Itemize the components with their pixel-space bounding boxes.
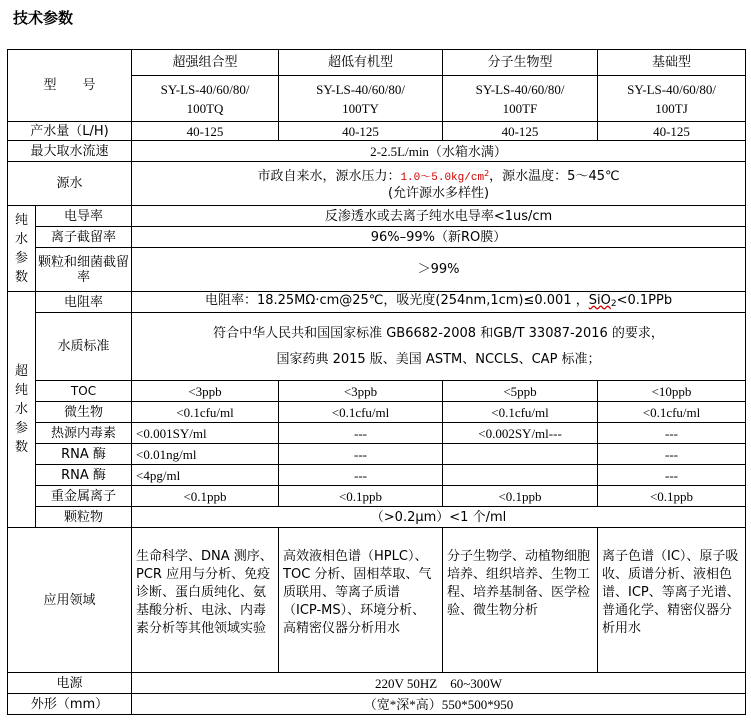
resistivity-label: 电阻率 [36,292,132,313]
pure-group-label: 纯水参数 [8,206,36,292]
application-text: 分子生物学、动植物细胞培养、组织培养、生物工程、培养基制备、医学检验、微生物分析 [443,528,598,673]
ultra-group-label: 超纯水参数 [8,292,36,528]
rna-value [443,465,598,486]
col-code-ty: SY-LS-40/60/80/ 100TY [279,76,443,122]
col-code-tq: SY-LS-40/60/80/ 100TQ [132,76,279,122]
table-row [8,248,746,292]
table-row [8,292,746,313]
output-value: 40-125 [279,122,443,141]
metal-value: <0.1ppb [598,486,746,507]
metal-label: 重金属离子 [36,486,132,507]
table-row [8,381,746,402]
output-value: 40-125 [443,122,598,141]
power-label: 电源 [8,673,132,694]
table-row [8,528,746,673]
microbe-value: <0.1cfu/ml [443,402,598,423]
microbe-label: 微生物 [36,402,132,423]
table-row [8,50,746,76]
rna-value: <4pg/ml [132,465,279,486]
quality-label: 水质标准 [36,313,132,381]
output-value: 40-125 [132,122,279,141]
pyrogen-label: 热源内毒素 [36,423,132,444]
table-row [8,122,746,141]
pyrogen-value: --- [598,423,746,444]
col-name-tf: 分子生物型 [443,50,598,76]
metal-value: <0.1ppb [132,486,279,507]
table-row [8,444,746,465]
page-title: 技术参数 [13,9,74,27]
metal-value: <0.1ppb [279,486,443,507]
rna-value [443,444,598,465]
spec-table [7,49,746,715]
model-label: 型 号 [8,50,132,122]
application-text: 离子色谱（IC）、原子吸收、质谱分析、液相色谱、ICP、等离子光谱、普通化学、精密仪器分析用水 [598,528,746,673]
col-code-tj: SY-LS-40/60/80/ 100TJ [598,76,746,122]
table-row [8,486,746,507]
rna-value: --- [279,465,443,486]
col-name-ty: 超低有机型 [279,50,443,76]
particle-value: ＞99% [132,248,746,292]
output-label: 产水量（L/H) [8,122,132,141]
conductivity-label: 电导率 [36,206,132,227]
pyrogen-value: --- [279,423,443,444]
pyrogen-value: <0.001SY/ml [132,423,279,444]
power-value: 220V 50HZ 60~300W [132,673,746,694]
table-row [8,423,746,444]
application-text: 生命科学、DNA 测序、PCR 应用与分析、免疫诊断、蛋白质纯化、氨基酸分析、电泳、内毒素分析等其他领域实验 [132,528,279,673]
source-label: 源水 [8,162,132,206]
dimensions-value: （宽*深*高）550*500*950 [132,694,746,715]
quality-value: 符合中华人民共和国国家标准 GB6682-2008 和GB/T 33087-2016 的要求， 国家药典 2015 版、美国 ASTM、NCCLS、CAP 标准； [132,313,746,381]
microbe-value: <0.1cfu/ml [598,402,746,423]
particle-label: 颗粒和细菌截留率 [36,248,132,292]
resistivity-value: 电阻率：18.25MΩ·cm@25℃，吸光度(254nm,1cm)≤0.001 ，SiO$_2$<0.1PPb [132,292,746,313]
table-row [8,313,746,381]
table-row [8,162,746,206]
rna-value: --- [598,465,746,486]
particles-value: （>0.2μm）<1 个/ml [132,507,746,528]
table-row [8,141,746,162]
rna-label: RNA 酶 [36,444,132,465]
table-row [8,694,746,715]
table-row [8,206,746,227]
toc-value: <3ppb [279,381,443,402]
table-row [8,402,746,423]
toc-value: <10ppb [598,381,746,402]
application-text: 高效液相色谱（HPLC）、TOC 分析、固相萃取、气质联用、等离子质谱（ICP-MS）、环境分析、高精密仪器分析用水 [279,528,443,673]
table-row [8,227,746,248]
max-flow-value: 2-2.5L/min（水箱水满） [132,141,746,162]
conductivity-value: 反渗透水或去离子纯水电导率<1us/cm [132,206,746,227]
metal-value: <0.1ppb [443,486,598,507]
rna-value: --- [598,444,746,465]
ion-label: 离子截留率 [36,227,132,248]
toc-label: TOC [36,381,132,402]
rna-value: --- [279,444,443,465]
microbe-value: <0.1cfu/ml [279,402,443,423]
ion-value: 96%–99%（新RO膜） [132,227,746,248]
max-flow-label: 最大取水流速 [8,141,132,162]
source-value: 市政自来水，源水压力：$1.0\sim 5.0kg/cm^2$，源水温度：5～45℃ (允许源水多样性) [132,162,746,206]
particles-label: 颗粒物 [36,507,132,528]
applications-label: 应用领域 [8,528,132,673]
table-row [8,465,746,486]
output-value: 40-125 [598,122,746,141]
source-pressure: 1.0～5.0kg/cm [400,172,485,184]
col-name-tj: 基础型 [598,50,746,76]
rna-label: RNA 酶 [36,465,132,486]
col-code-tf: SY-LS-40/60/80/ 100TF [443,76,598,122]
toc-value: <3ppb [132,381,279,402]
toc-value: <5ppb [443,381,598,402]
col-name-tq: 超强组合型 [132,50,279,76]
rna-value: <0.01ng/ml [132,444,279,465]
sio2-term: SiO$_2$ [588,292,617,309]
pyrogen-value: <0.002SY/ml--- [443,423,598,444]
table-row [8,507,746,528]
microbe-value: <0.1cfu/ml [132,402,279,423]
dimensions-label: 外形（mm） [8,694,132,715]
table-row [8,673,746,694]
